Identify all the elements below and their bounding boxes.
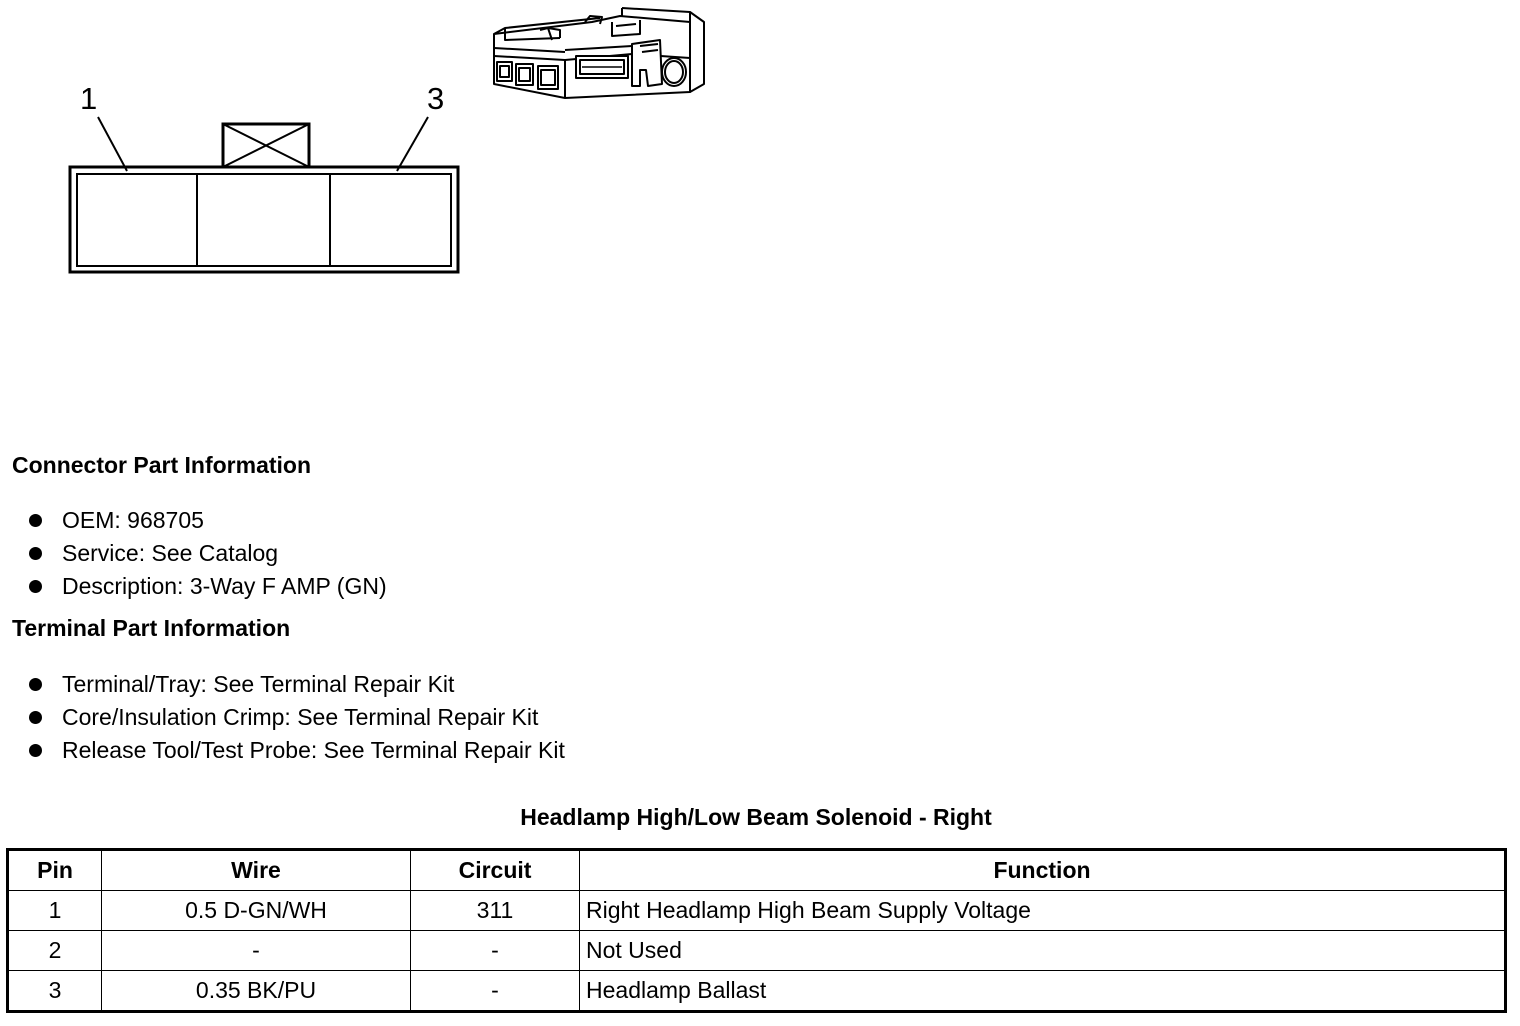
table-row — [8, 971, 1506, 1012]
service-text: Service: See Catalog — [62, 540, 279, 566]
bullet-icon — [29, 678, 42, 691]
connector-part-info-heading: Connector Part Information — [12, 452, 312, 478]
locking-tab-x — [223, 124, 309, 167]
connector-3d-illustration — [494, 8, 704, 98]
cell-pin: 1 — [8, 891, 102, 931]
table-title: Headlamp High/Low Beam Solenoid - Right — [520, 804, 992, 830]
cell-wire: 0.35 BK/PU — [102, 971, 411, 1012]
bullet-icon — [29, 514, 42, 527]
release-tool-text: Release Tool/Test Probe: See Terminal Repair Kit — [62, 737, 565, 763]
list-item — [28, 701, 565, 734]
list-item — [28, 734, 565, 767]
header-circuit: Circuit — [411, 850, 580, 891]
crimp-text: Core/Insulation Crimp: See Terminal Repair Kit — [62, 704, 539, 730]
table-row — [8, 891, 1506, 931]
connector-diagram — [0, 0, 720, 290]
list-item — [28, 570, 387, 603]
connector-part-info-list — [28, 504, 387, 603]
cell-function: Right Headlamp High Beam Supply Voltage — [580, 891, 1506, 931]
header-function: Function — [580, 850, 1506, 891]
list-item — [28, 668, 565, 701]
cell-function: Not Used — [580, 931, 1506, 971]
pin-label-1: 1 — [80, 81, 98, 116]
cell-circuit: - — [411, 971, 580, 1012]
connector-face-view — [70, 117, 458, 272]
bullet-icon — [29, 744, 42, 757]
pinout-table — [6, 848, 1507, 1013]
header-wire: Wire — [102, 850, 411, 891]
terminal-tray-text: Terminal/Tray: See Terminal Repair Kit — [62, 671, 455, 697]
oem-text: OEM: 968705 — [62, 507, 204, 533]
cell-pin: 3 — [8, 971, 102, 1012]
list-item — [28, 537, 387, 570]
description-text: Description: 3-Way F AMP (GN) — [62, 573, 387, 599]
bullet-icon — [29, 580, 42, 593]
table-header-row — [8, 850, 1506, 891]
cell-pin: 2 — [8, 931, 102, 971]
table-row — [8, 931, 1506, 971]
terminal-part-info-heading: Terminal Part Information — [12, 615, 291, 641]
cell-circuit: - — [411, 931, 580, 971]
cell-circuit: 311 — [411, 891, 580, 931]
terminal-part-info-list — [28, 668, 565, 767]
bullet-icon — [29, 711, 42, 724]
header-pin: Pin — [8, 850, 102, 891]
pin-label-3: 3 — [427, 81, 445, 116]
bullet-icon — [29, 547, 42, 560]
cell-wire: - — [102, 931, 411, 971]
list-item — [28, 504, 387, 537]
cell-function: Headlamp Ballast — [580, 971, 1506, 1012]
cell-wire: 0.5 D-GN/WH — [102, 891, 411, 931]
